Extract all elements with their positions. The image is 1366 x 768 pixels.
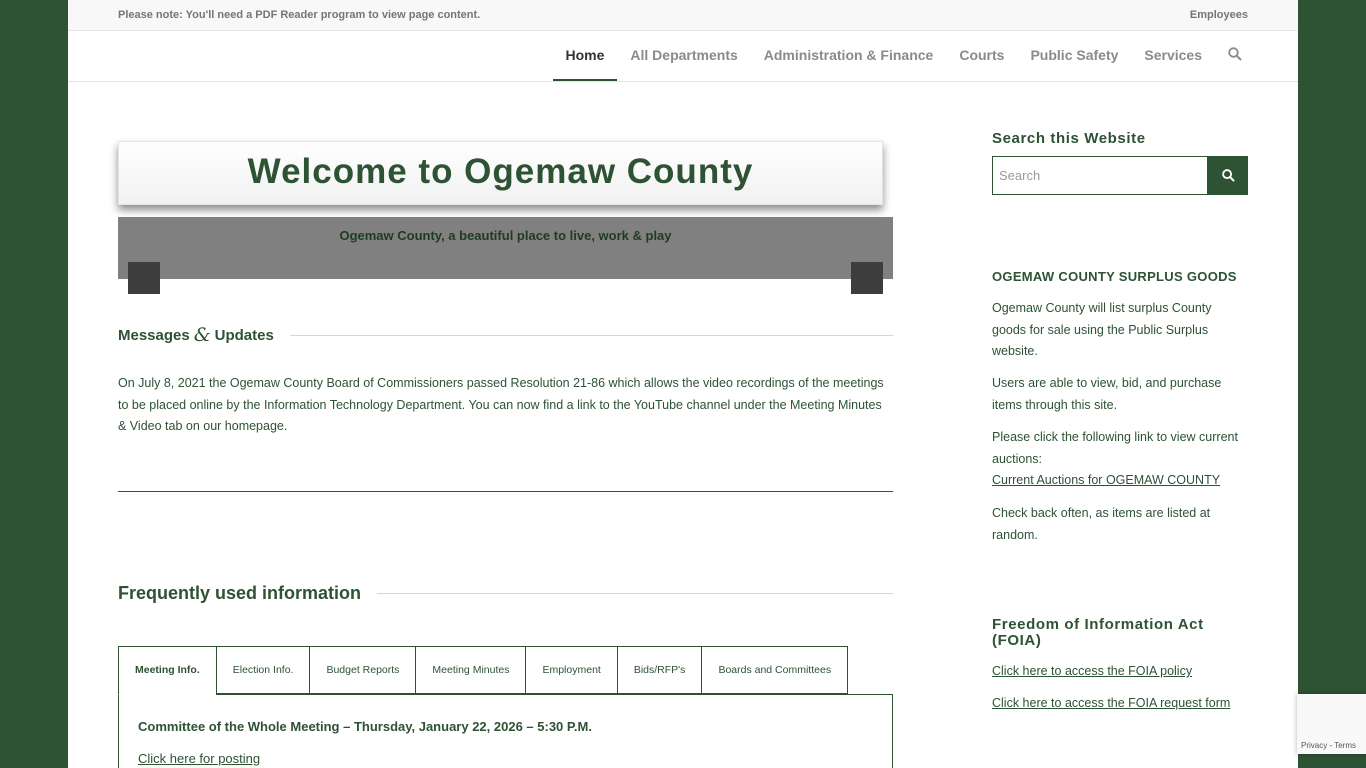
tab-bids-rfps[interactable]: Bids/RFP's [617, 646, 702, 694]
recaptcha-separator: - [1327, 741, 1335, 750]
section-divider [118, 491, 893, 492]
search-submit-button[interactable] [1208, 156, 1248, 195]
pdf-reader-note: Please note: You'll need a PDF Reader program to view page content. [118, 9, 481, 21]
nav-home[interactable]: Home [553, 31, 618, 81]
main-nav [553, 31, 1249, 81]
tab-budget-reports[interactable]: Budget Reports [309, 646, 415, 694]
foia-title: Freedom of Information Act (FOIA) [992, 616, 1204, 649]
recaptcha-terms [1301, 741, 1356, 750]
tab-boards-committees[interactable]: Boards and Committees [701, 646, 848, 694]
tab-meeting-minutes[interactable]: Meeting Minutes [415, 646, 525, 694]
surplus-title: OGEMAW COUNTY SURPLUS GOODS [992, 269, 1237, 284]
search-widget [992, 156, 1248, 195]
search-input[interactable] [992, 156, 1208, 195]
search-widget-title: Search this Website [992, 130, 1146, 147]
foia-request-form-link[interactable]: Click here to access the FOIA request form [992, 696, 1231, 710]
messages-heading [118, 324, 893, 346]
employees-link[interactable]: Employees [1189, 9, 1248, 21]
nav-courts[interactable]: Courts [959, 47, 1005, 63]
search-icon [1228, 47, 1242, 61]
messages-text: On July 8, 2021 the Ogemaw County Board of Commissioners passed Resolution 21-86 which allows the video recordings of the meetings to be placed online by the Information Technology Department. You can now find a link to the YouTube channel under the Meeting Minutes & Video tab on our homepage. [118, 376, 884, 433]
posting-link[interactable]: Click here for posting [138, 751, 261, 766]
meeting-announcement: Committee of the Whole Meeting – Thursday, January 22, 2026 – 5:30 P.M. [138, 719, 592, 734]
current-auctions-link[interactable]: Current Auctions for OGEMAW COUNTY [992, 473, 1221, 487]
messages-heading-part1: Messages [118, 326, 190, 344]
page-title: Welcome to Ogemaw County [247, 152, 754, 191]
info-tabs [118, 646, 848, 694]
nav-services[interactable]: Services [1144, 47, 1202, 63]
surplus-text-4: Check back often, as items are listed at random. [992, 506, 1211, 542]
recaptcha-terms-link[interactable]: Terms [1334, 741, 1356, 750]
heading-rule [377, 593, 893, 594]
recaptcha-badge [1297, 694, 1366, 754]
foia-form-paragraph [992, 693, 1248, 715]
slider-prev-button[interactable] [128, 262, 160, 294]
image-slider [118, 217, 893, 279]
recaptcha-privacy-link[interactable]: Privacy [1301, 741, 1328, 750]
messages-heading-part2: Updates [214, 326, 274, 344]
welcome-banner [118, 141, 883, 205]
foia-policy-link[interactable]: Click here to access the FOIA policy [992, 664, 1193, 678]
slider-next-button[interactable] [851, 262, 883, 294]
surplus-link-paragraph [992, 470, 1248, 492]
main-header [68, 31, 1298, 82]
search-icon [1222, 169, 1235, 182]
nav-all-departments[interactable]: All Departments [630, 47, 738, 63]
page [68, 0, 1298, 768]
surplus-text-2: Users are able to view, bid, and purchase items through this site. [992, 376, 1222, 412]
top-bar [68, 0, 1298, 31]
foia-policy-paragraph [992, 661, 1248, 683]
frequent-info-heading [118, 583, 893, 604]
frequent-info-title: Frequently used information [118, 583, 362, 603]
nav-public-safety[interactable]: Public Safety [1030, 47, 1119, 63]
surplus-text-1: Ogemaw County will list surplus County goods for sale using the Public Surplus website. [992, 301, 1212, 358]
tab-panel-meeting-info [118, 694, 893, 768]
nav-administration-finance[interactable]: Administration & Finance [763, 47, 934, 63]
heading-rule [290, 335, 893, 336]
tab-employment[interactable]: Employment [525, 646, 616, 694]
messages-heading-ampersand: & [193, 324, 211, 346]
surplus-text-3: Please click the following link to view current auctions: [992, 430, 1238, 466]
tab-meeting-info[interactable]: Meeting Info. [118, 646, 216, 695]
tab-election-info[interactable]: Election Info. [216, 646, 310, 694]
slide-caption: Ogemaw County, a beautiful place to live, work & play [339, 228, 672, 243]
nav-search-button[interactable] [1215, 31, 1248, 81]
